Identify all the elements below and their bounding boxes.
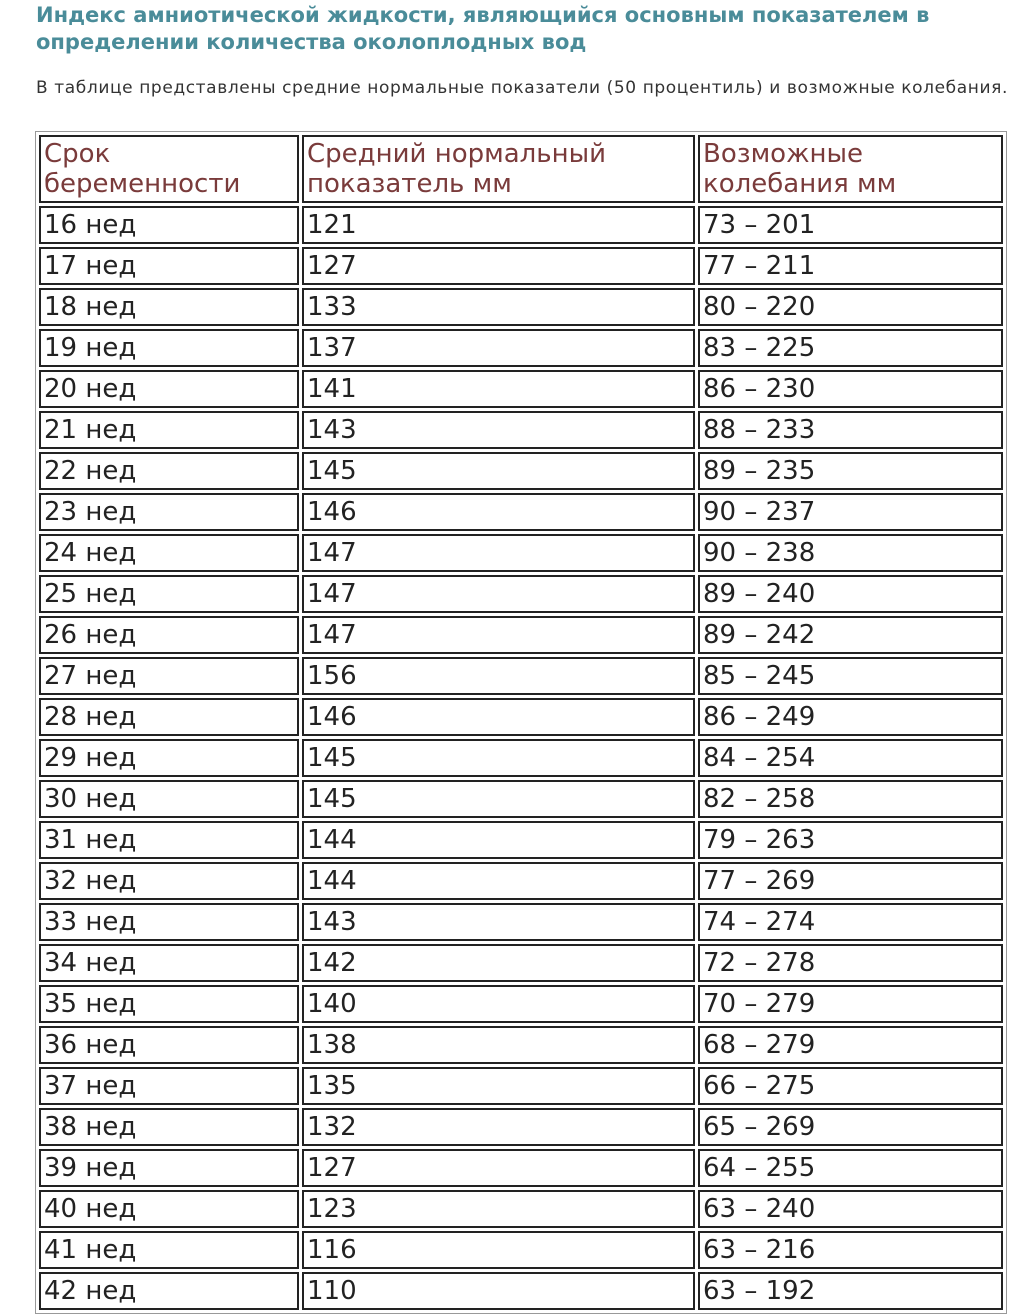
page-title: Индекс амниотической жидкости, являющийся основным показателем в определении количества околоплодных вод (36, 3, 930, 54)
cell-range: 66 – 275 (698, 1067, 1003, 1105)
cell-term: 20 нед (39, 370, 299, 408)
cell-mean: 127 (302, 247, 695, 285)
cell-mean: 140 (302, 985, 695, 1023)
amniotic-index-table (35, 131, 1007, 1314)
cell-mean: 146 (302, 698, 695, 736)
table-row (39, 739, 1003, 777)
cell-term: 21 нед (39, 411, 299, 449)
cell-mean: 147 (302, 534, 695, 572)
cell-mean: 135 (302, 1067, 695, 1105)
cell-term: 35 нед (39, 985, 299, 1023)
cell-range: 89 – 240 (698, 575, 1003, 613)
cell-range: 70 – 279 (698, 985, 1003, 1023)
cell-range: 85 – 245 (698, 657, 1003, 695)
cell-range: 89 – 242 (698, 616, 1003, 654)
cell-term: 24 нед (39, 534, 299, 572)
cell-term: 28 нед (39, 698, 299, 736)
table-row (39, 247, 1003, 285)
cell-range: 80 – 220 (698, 288, 1003, 326)
table-row (39, 821, 1003, 859)
table-row (39, 370, 1003, 408)
cell-term: 18 нед (39, 288, 299, 326)
table-row (39, 575, 1003, 613)
table-row (39, 780, 1003, 818)
cell-term: 38 нед (39, 1108, 299, 1146)
cell-mean: 146 (302, 493, 695, 531)
cell-range: 84 – 254 (698, 739, 1003, 777)
table-row (39, 616, 1003, 654)
cell-range: 83 – 225 (698, 329, 1003, 367)
cell-mean: 116 (302, 1231, 695, 1269)
table-row (39, 493, 1003, 531)
cell-range: 65 – 269 (698, 1108, 1003, 1146)
header-term: Срок беременности (39, 135, 299, 203)
table-row (39, 1272, 1003, 1310)
cell-term: 42 нед (39, 1272, 299, 1310)
table-row (39, 698, 1003, 736)
cell-mean: 133 (302, 288, 695, 326)
table-row (39, 1231, 1003, 1269)
cell-term: 16 нед (39, 206, 299, 244)
cell-term: 37 нед (39, 1067, 299, 1105)
cell-range: 74 – 274 (698, 903, 1003, 941)
cell-term: 30 нед (39, 780, 299, 818)
cell-mean: 144 (302, 821, 695, 859)
cell-term: 32 нед (39, 862, 299, 900)
cell-mean: 121 (302, 206, 695, 244)
table-row (39, 903, 1003, 941)
cell-mean: 137 (302, 329, 695, 367)
table-row (39, 1108, 1003, 1146)
cell-term: 31 нед (39, 821, 299, 859)
table-row (39, 411, 1003, 449)
cell-mean: 127 (302, 1149, 695, 1187)
table-row (39, 288, 1003, 326)
cell-mean: 145 (302, 780, 695, 818)
cell-mean: 144 (302, 862, 695, 900)
cell-range: 79 – 263 (698, 821, 1003, 859)
cell-mean: 145 (302, 739, 695, 777)
cell-mean: 123 (302, 1190, 695, 1228)
cell-range: 82 – 258 (698, 780, 1003, 818)
table-row (39, 1149, 1003, 1187)
cell-range: 77 – 211 (698, 247, 1003, 285)
table-row (39, 862, 1003, 900)
cell-term: 34 нед (39, 944, 299, 982)
cell-mean: 147 (302, 616, 695, 654)
cell-range: 90 – 237 (698, 493, 1003, 531)
cell-range: 63 – 216 (698, 1231, 1003, 1269)
cell-term: 40 нед (39, 1190, 299, 1228)
cell-term: 17 нед (39, 247, 299, 285)
cell-mean: 147 (302, 575, 695, 613)
cell-range: 86 – 230 (698, 370, 1003, 408)
table-row (39, 657, 1003, 695)
cell-term: 27 нед (39, 657, 299, 695)
cell-range: 73 – 201 (698, 206, 1003, 244)
cell-term: 26 нед (39, 616, 299, 654)
table-row (39, 206, 1003, 244)
cell-range: 77 – 269 (698, 862, 1003, 900)
table-row (39, 985, 1003, 1023)
cell-mean: 141 (302, 370, 695, 408)
table-row (39, 944, 1003, 982)
cell-mean: 143 (302, 411, 695, 449)
cell-mean: 156 (302, 657, 695, 695)
cell-range: 86 – 249 (698, 698, 1003, 736)
table-row (39, 1067, 1003, 1105)
intro-text: В таблице представлены средние нормальные показатели (50 процентиль) и возможные колебания. (36, 78, 1008, 98)
cell-mean: 138 (302, 1026, 695, 1064)
header-row (39, 135, 1003, 203)
cell-term: 29 нед (39, 739, 299, 777)
header-mean: Средний нормальный показатель мм (302, 135, 695, 203)
cell-range: 90 – 238 (698, 534, 1003, 572)
cell-mean: 145 (302, 452, 695, 490)
cell-range: 89 – 235 (698, 452, 1003, 490)
cell-term: 39 нед (39, 1149, 299, 1187)
cell-term: 41 нед (39, 1231, 299, 1269)
cell-range: 64 – 255 (698, 1149, 1003, 1187)
cell-mean: 143 (302, 903, 695, 941)
cell-mean: 110 (302, 1272, 695, 1310)
table-row (39, 1026, 1003, 1064)
table-row (39, 329, 1003, 367)
cell-range: 88 – 233 (698, 411, 1003, 449)
cell-mean: 142 (302, 944, 695, 982)
cell-term: 36 нед (39, 1026, 299, 1064)
cell-range: 63 – 192 (698, 1272, 1003, 1310)
table-row (39, 534, 1003, 572)
cell-term: 22 нед (39, 452, 299, 490)
cell-range: 72 – 278 (698, 944, 1003, 982)
cell-mean: 132 (302, 1108, 695, 1146)
table-row (39, 1190, 1003, 1228)
cell-term: 23 нед (39, 493, 299, 531)
cell-term: 33 нед (39, 903, 299, 941)
cell-range: 68 – 279 (698, 1026, 1003, 1064)
cell-term: 25 нед (39, 575, 299, 613)
table-row (39, 452, 1003, 490)
cell-range: 63 – 240 (698, 1190, 1003, 1228)
cell-term: 19 нед (39, 329, 299, 367)
header-range: Возможные колебания мм (698, 135, 1003, 203)
